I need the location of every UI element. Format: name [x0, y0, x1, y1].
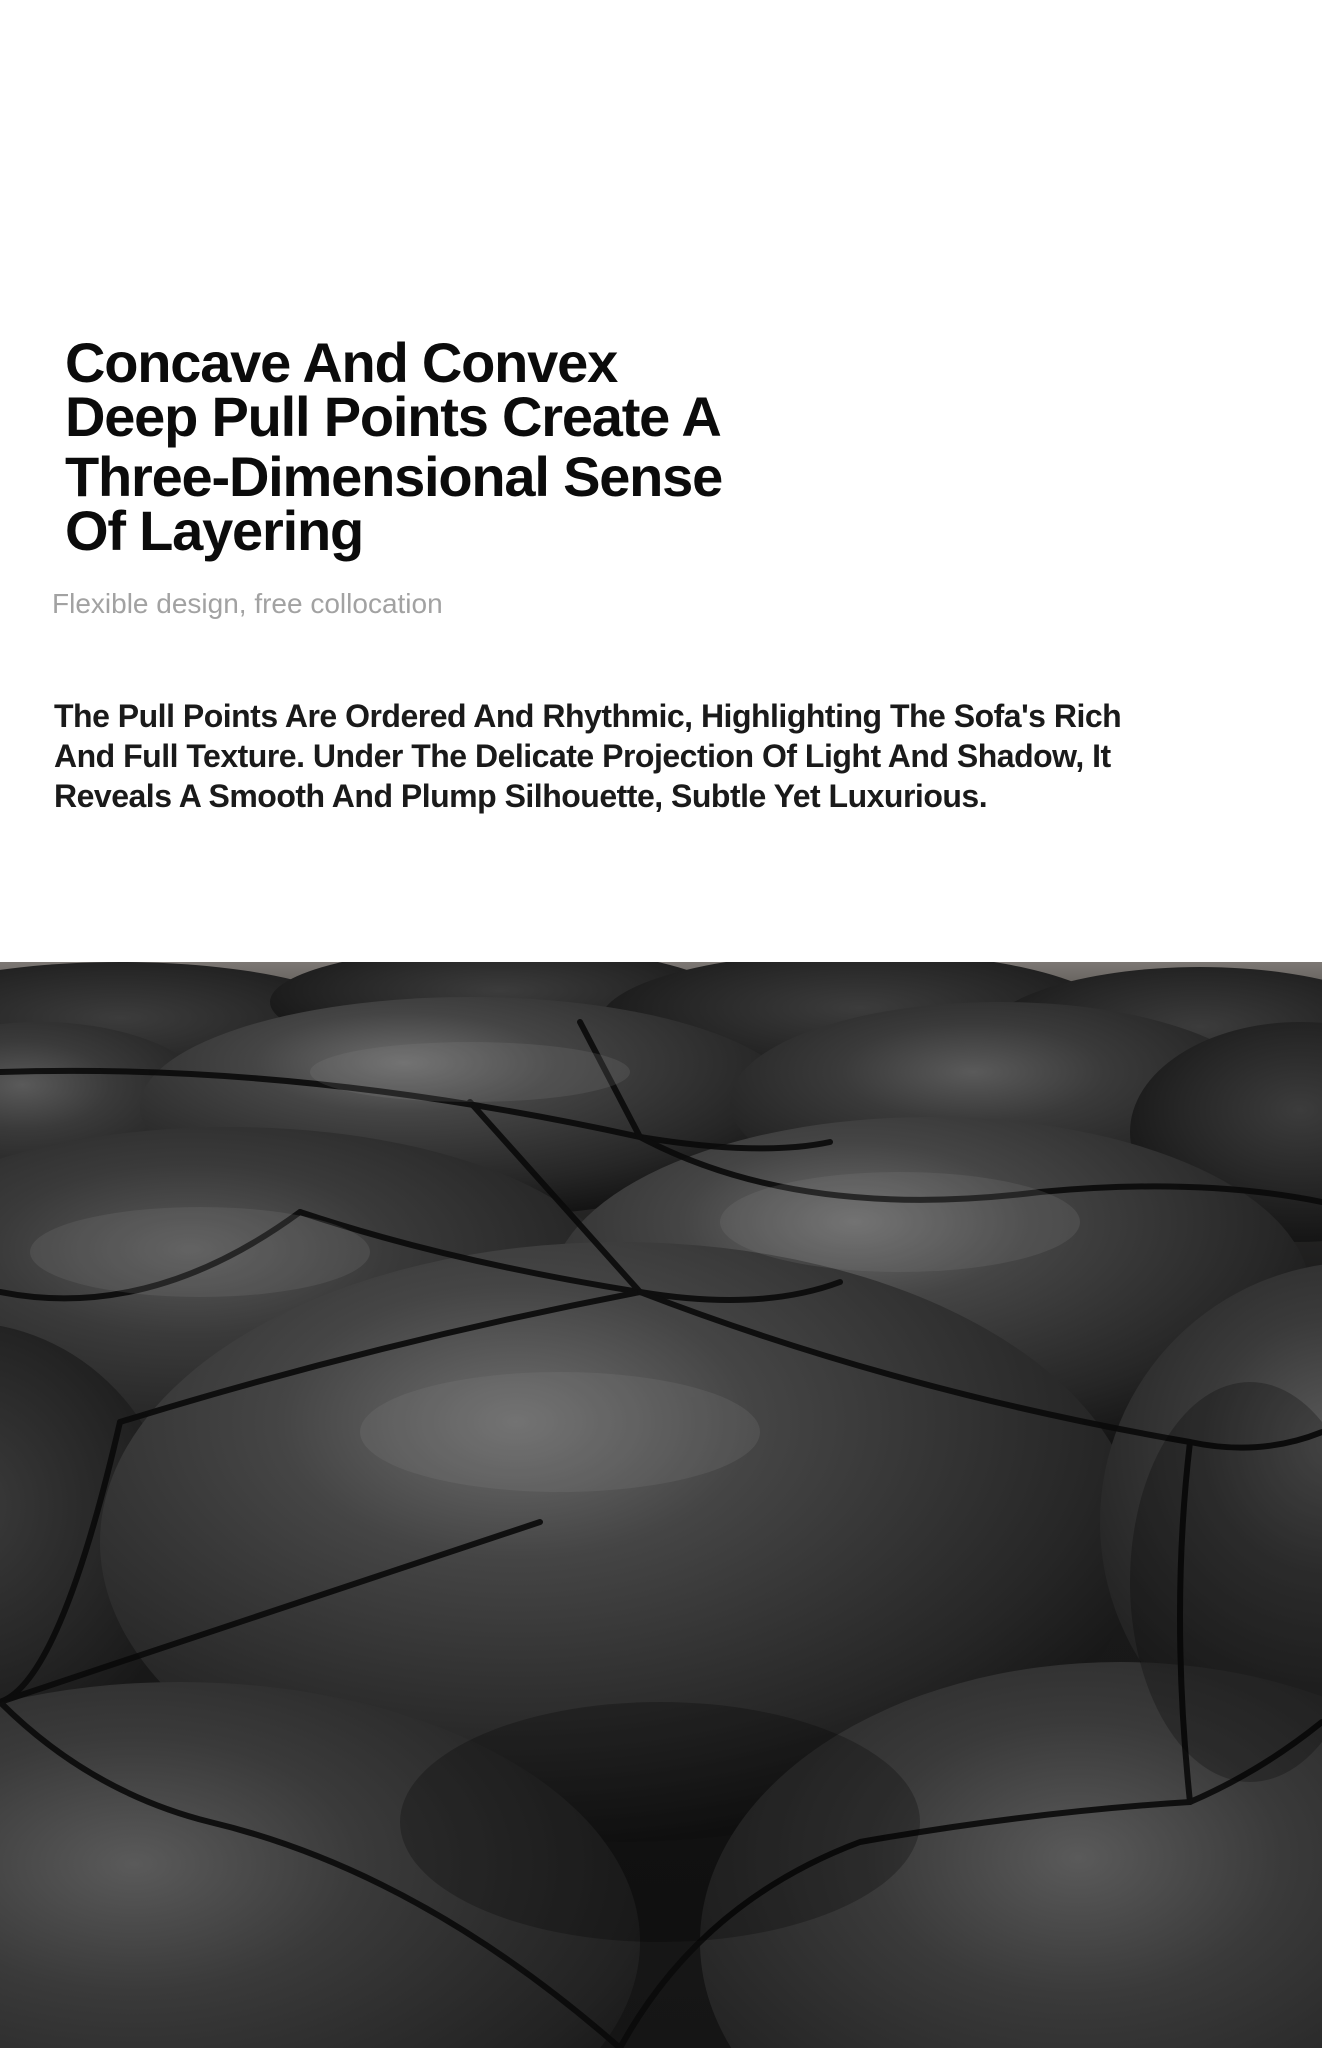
- description-line-3: Reveals A Smooth And Plump Silhouette, Subtle Yet Luxurious.: [54, 778, 988, 814]
- description-line-1: The Pull Points Are Ordered And Rhythmic, Highlighting The Sofa's Rich: [54, 698, 1122, 734]
- headline-line-1: Concave And Convex: [65, 331, 618, 394]
- headline: [65, 331, 785, 562]
- subtitle: Flexible design, free collocation: [52, 588, 443, 619]
- headline-line-2: Deep Pull Points Create A: [65, 385, 721, 448]
- headline-line-4: Of Layering: [65, 499, 363, 562]
- description-line-2: And Full Texture. Under The Delicate Projection Of Light And Shadow, It: [54, 738, 1111, 774]
- tufted-leather-photo: [0, 962, 1322, 2048]
- tufted-leather-illustration: [0, 962, 1322, 2048]
- description: [54, 696, 1284, 816]
- headline-line-3: Three-Dimensional Sense: [65, 445, 723, 508]
